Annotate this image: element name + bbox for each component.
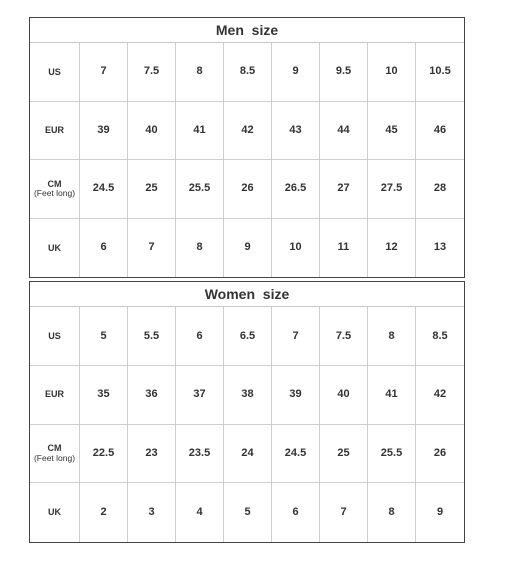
women-size-cell: 25.5 (368, 425, 416, 484)
women-row-header-cm (30, 425, 80, 484)
men-size-cell: 11 (320, 219, 368, 278)
women-size-cell: 23.5 (176, 425, 224, 484)
women-size-cell: 8.5 (416, 307, 464, 366)
men-size-cell: 8 (176, 43, 224, 102)
women-size-cell: 6 (176, 307, 224, 366)
men-size-cell: 7 (80, 43, 128, 102)
women-size-cell: 8 (368, 483, 416, 542)
row-header-label: UK (48, 242, 61, 253)
women-size-cell: 22.5 (80, 425, 128, 484)
women-table-title: Women size (30, 282, 464, 307)
women-row-header-uk (30, 483, 80, 542)
men-size-grid (30, 43, 464, 277)
women-size-cell: 26 (416, 425, 464, 484)
women-size-cell: 5 (224, 483, 272, 542)
men-size-cell: 13 (433, 241, 447, 254)
women-size-cell: 2 (80, 483, 128, 542)
men-row-header-cm (30, 160, 80, 219)
men-size-cell: 8 (176, 219, 224, 278)
women-size-cell: 38 (224, 366, 272, 425)
women-size-cell: 42 (416, 366, 464, 425)
men-row-header-uk (30, 219, 80, 278)
men-size-cell: 8.5 (224, 43, 272, 102)
men-size-cell: 46 (416, 102, 464, 161)
women-size-cell: 7.5 (320, 307, 368, 366)
men-size-cell: 40 (128, 102, 176, 161)
women-size-cell: 6 (272, 483, 320, 542)
men-size-cell: 6 (80, 219, 128, 278)
women-size-grid (30, 307, 464, 542)
row-header-sublabel: (Feet long) (33, 188, 76, 199)
women-size-cell: 6.5 (224, 307, 272, 366)
men-size-cell: 7.5 (128, 43, 176, 102)
row-header-sublabel: (Feet long) (33, 452, 76, 463)
men-size-cell: 25 (128, 160, 176, 219)
men-size-cell: 26.5 (272, 160, 320, 219)
men-size-cell: 44 (320, 102, 368, 161)
women-size-cell: 40 (320, 366, 368, 425)
row-header-label: UK (48, 507, 61, 518)
men-size-cell: 7 (128, 219, 176, 278)
men-table-title: Men size (30, 18, 464, 43)
men-size-cell: 9 (224, 219, 272, 278)
men-size-cell: 10.5 (416, 43, 464, 102)
women-size-cell: 8 (368, 307, 416, 366)
women-size-table (29, 281, 465, 543)
row-header-label: EUR (44, 125, 64, 136)
women-size-cell: 36 (128, 366, 176, 425)
men-size-cell: 12 (368, 219, 416, 278)
men-size-cell: 25.5 (176, 160, 224, 219)
men-row-header-eur (30, 102, 80, 161)
women-size-cell: 7 (272, 307, 320, 366)
women-size-cell: 5.5 (128, 307, 176, 366)
women-row-header-eur (30, 366, 80, 425)
women-size-cell: 37 (176, 366, 224, 425)
women-size-cell: 3 (128, 483, 176, 542)
row-header-label: US (48, 66, 61, 77)
women-size-cell: 25 (320, 425, 368, 484)
row-header-label: EUR (44, 389, 64, 400)
men-size-cell: 42 (224, 102, 272, 161)
women-size-cell: 41 (368, 366, 416, 425)
women-size-cell: 39 (272, 366, 320, 425)
women-size-cell: 35 (80, 366, 128, 425)
women-size-cell: 9 (436, 506, 444, 519)
men-size-cell: 39 (80, 102, 128, 161)
men-size-table (29, 17, 465, 278)
men-size-cell: 24.5 (80, 160, 128, 219)
row-header-label: CM (47, 178, 62, 189)
row-header-label: US (48, 330, 61, 341)
men-size-cell: 45 (368, 102, 416, 161)
women-size-cell: 24 (224, 425, 272, 484)
men-size-cell: 28 (416, 160, 464, 219)
men-size-cell: 27.5 (368, 160, 416, 219)
women-size-cell: 5 (80, 307, 128, 366)
women-size-cell: 4 (176, 483, 224, 542)
women-size-cell: 7 (320, 483, 368, 542)
row-header-label: CM (47, 443, 62, 454)
men-size-cell: 10 (272, 219, 320, 278)
men-size-cell: 41 (176, 102, 224, 161)
women-size-cell: 24.5 (272, 425, 320, 484)
men-size-cell: 26 (224, 160, 272, 219)
women-row-header-us (30, 307, 80, 366)
women-size-cell: 23 (128, 425, 176, 484)
men-row-header-us (30, 43, 80, 102)
men-size-cell: 43 (272, 102, 320, 161)
men-size-cell: 9 (272, 43, 320, 102)
men-size-cell: 10 (368, 43, 416, 102)
men-size-cell: 9.5 (320, 43, 368, 102)
men-size-cell: 27 (320, 160, 368, 219)
